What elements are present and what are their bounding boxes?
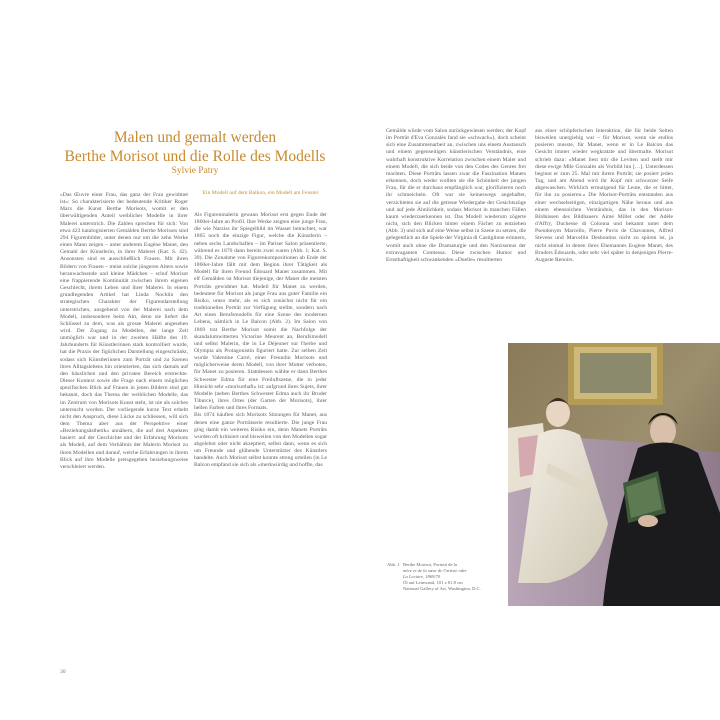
page-number: 30 <box>60 669 66 675</box>
author-name: Sylvie Patry <box>171 166 219 176</box>
article-title <box>60 128 330 166</box>
text-column-3 <box>386 128 526 264</box>
title-line-2: Berthe Morisot und die Rolle des Modells <box>64 148 326 165</box>
painting-image <box>508 343 720 606</box>
caption-line: National Gallery of Art, Washington, D.C. <box>403 586 481 591</box>
painting-illustration <box>508 343 720 606</box>
paragraph: »Das Œuvre einer Frau, das ganz der Frau gewidmet ist«: So charakterisierte der bedeutende Kritiker Roger Marx die Kunst Berthe Morisots, womit er den überwältigenden Anteil weiblicher Modelle in ihrer Malerei unterstrich. Die Zahlen sprechen für sich: Von etwa 423 katalogisierten Gemälden Berthe Morisots sind 294 Figurenbilder, unter denen nur um die zehn Werke einen Mann zeigen – unter anderem Eugène Manet, den Gemahl der Künstlerin, in ihrer Malerei (Kat. S. 42). Ansonsten sind es ausschließlich Frauen. Mit ihren Bildern von Frauen – meist solche jüngeren Alters sowie heranwachsende und kleine Mädchen – schuf Morisot eine frappierende Kontinuität zwischen ihrem eigenen Geschlecht, ihrem Leben und ihrer Malerei. In einem grundlegenden Artikel hat Linda Nochlin den strategischen Charakter der Figurendarstellung unterstrichen, ausgehend von der Malerei nach dem Modell, insbesondere beim Akt, denn sie liefert die Schlüssel zu dem, was als grosse Malerei angesehen wird. Der Zugang zu Modellen, der lange Zeit unmöglich war und in der zweiten Hälfte des 19. Jahrhunderts für Künstlerinnen stark kontrolliert wurde, hat die Praxis der figürlichen Darstellung eingeschränkt, sodass sich Künstlerinnen zum Porträt und zu Szenen ihres Alltagslebens hin orientierten, das sich damals auf den häuslichen und den privaten Bereich erstreckte. Dieser Kontext sowie die Frage nach einem möglichen spezifischen Blick auf Frauen in jenen Bildern sind gut bekannt, doch das Thema der weiblichen Modelle, das im Zentrum von Morisots Kunst steht, ist nie als solches untersucht worden. Der vorliegende kurze Text erhebt nicht den Anspruch, diese Lücke zu schliessen, will sich dem Thema aber aus der Perspektive einer »Beziehungsästhetik« annähern, die auf drei Aspekten basiert: auf der Geschichte und der Erfahrung Morisots als Modell, auf dem Verhältnis der Malerin Morisot zu ihren Modellen und darauf, welche Erfahrungen in ihrem Blick auf ihre Modelle preisgegeben beziehungsweise verschleiert werden. <box>60 192 188 470</box>
text-column-4 <box>535 128 673 264</box>
title-line-1: Malen und gemalt werden <box>113 129 277 146</box>
section-heading: Ein Modell auf dem Balkon, ein Modell am Fenster <box>202 190 319 196</box>
caption-line: La Lecture, 1869/70 <box>403 574 441 579</box>
figure-number: Abb. 1 <box>387 562 400 567</box>
caption-line: Öl auf Leinwand, 101 x 81,8 cm <box>403 580 463 585</box>
paragraph: aus einer schöpferischen Interaktion, die für beide Seiten bisweilen unergiebig war – für Morisot, wenn sie endlos posieren musste, für Manet, wenn er in Le Balcon das Gesicht immer wieder wegkratzte und übermalte. Morisot schrieb dazu: »Manet liest mir die Leviten und stellt mir diese ewige Mlle Gonzalès als Vorbild hin […]. Unterdessen beginnt er zum 25. Mal mit ihrem Porträt; sie posiert jeden Tag, und am Abend wird ihr Kopf mit schwarzer Seife abgewaschen. Wirklich ermutigend für Leute, die er bittet, für ihn zu posieren.« Die Morisot-Porträts entstanden aus einer wechselseitigen, einzigartigen Nähe heraus und aus einem ebensolchen Verständnis, das in den Morisot-Bildnissen des Bildhauers Aimé Millet oder der Adèle d'Affry, Duchesse di Colonna und bekannt unter dem Pseudonym Marcello, Pierre Puvis de Chavannes, Alfred Stevens und Marcellin Desboutins nicht zu spüren ist, ja nicht einmal in denen ihres Ehemannes Eugène Manet, des Bruders Édouards, oder sehr viel später in denjenigen Pierre-Auguste Renoirs. <box>535 128 673 263</box>
figure-caption <box>387 562 502 592</box>
paragraph: Als Figurenmalerin gewann Morisot erst gegen Ende der 1860er-Jahre an Profil. Ihre Werke zeigten eine junge Frau, die wie Narziss ihr Spiegelbild im Wasser betrachtet, war 1865 noch die einzige Figur, welche die Künstlerin – neben sechs Landschaften – im Pariser Salon präsentierte, während es 1870 dann bereits zwei waren (Abb. 1; Kat. S. 39). Die Zunahme von Figurenkompositionen ab Ende der 1860er-Jahre fällt mit dem Beginn ihrer Tätigkeit als Modell für ihren Freund Édouard Manet zusammen. Mit elf Gemälden ist Morisot diejenige, der Manet die meisten Porträts gewidmet hat. Modell für Manet zu werden, bedeutete für Morisot als junge Frau aus guter Familie ein Risiko, umso mehr, als es sich zunächst nicht für ein traditionelles Porträt zur Verfügung stellte, sondern nach Art eines Berufsmodells für eine Szene des modernen Lebens, nämlich in Le Balcon (Abb. 2). Im Salon von 1869 trat Berthe Morisot somit die Nachfolge der skandalumwitterten Victorine Meurent an, Berufsmodell und selbst Malerin, die in Le Déjeuner sur l'herbe und Olympia als Protagonistin figuriert hatte. Zur selben Zeit wurde Valentine Carré, einer Freundin Morisots und möglicherweise deren Modell, von ihrer Mutter verboten, für Manet zu posieren. Stattdessen wählte er dann Berthes Schwester Edma für eine Freiluftszene, die in jeder Hinsicht sehr »morisothaft« ist: aufgrund ihres Sujets, ihrer Modelle (neben Berthes Schwester Edma auch ihr Bruder Tiburce), ihres Ortes (der Garten der Morisots), ihrer hellen Farben und ihres Formats. <box>194 212 327 412</box>
text-column-2 <box>194 212 327 470</box>
paragraph: Bis 1874 häuften sich Morisots Sitzungen für Manet, aus denen eine ganze Porträtserie resultierte. Die junge Frau ging damit ein weiteres Risiko ein, denn Manets Porträts wurden oft kritisiert und bisweilen von den Modellen sogar abgelehnt oder nicht akzeptiert, selbst dann, wenn es sich um Freunde und glühende Unterstützer des Künstlers handelte. Auch Morisot selbst konnte streng urteilen (in Le Balcon empfand sie sich als »merkwürdig und hoffte, das <box>194 412 327 469</box>
caption-line: Berthe Morisot, Portrait de la <box>403 562 457 567</box>
caption-line: mère et de la sœur de l'artiste oder <box>403 568 467 573</box>
paragraph: Gemälde würde vom Salon zurückgewiesen werden; der Kopf im Porträt d'Eva Gonzalès fand sie »schwach«), doch scheint sich eine Zusammenarbeit an, zwischen uns einem Austausch und einem gegenseitigen künstlerischen Verständnis, eine wahrhaft konstruktive Korrelation zwischen einem Maler und einem Modell, die sich beide von den Codes des Genres frei machten. Diese Porträts lassen zwar die Faszination Manets erkennen, doch weder wollten sie die Schönheit der jungen Frau, für die er durchaus empfänglich war, glorifizieren noch ihr schmeicheln. Oft war sie keineswegs angehaftet, verzichteten sie auf die getreue Wiedergabe der Gesichtszüge und auf jede Ähnlichkeit, sodass Morisot in manchen Fällen kaum wiederzuerkennen ist. Das Modell wiederum zögerte nicht, sich den Blicken hinter einem Fächer zu entziehen (Abb. 3) und sich auf eine Weise selbst in Szene zu setzen, die gelegentlich an die Spiele der Virginia di Castiglione erinnern, womit auch ohne die Dramaturgie und den Narzissmus der extravaganten Comtessa. Diese zwischen Humor und Ernsthaftigkeit schwankenden »Duelle« resultierten <box>386 128 526 263</box>
text-column-1 <box>60 192 188 471</box>
